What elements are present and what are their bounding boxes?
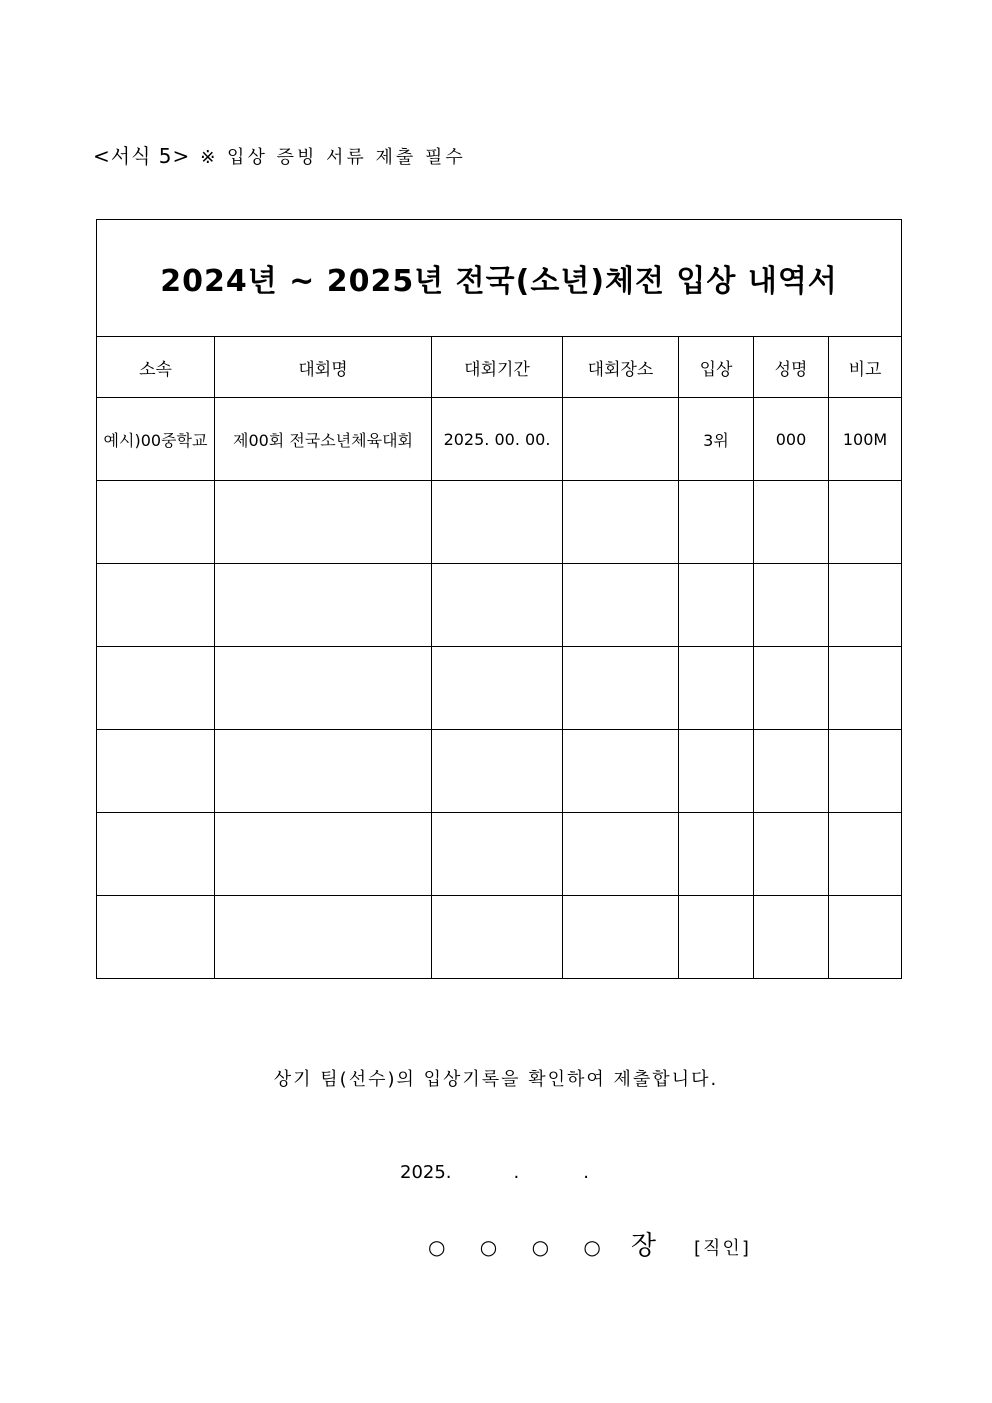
header-remarks: 비고 — [829, 337, 902, 398]
cell-affiliation[interactable] — [97, 730, 215, 813]
cell-name[interactable]: 000 — [754, 398, 829, 481]
cell-placement[interactable] — [679, 813, 754, 896]
cell-remarks[interactable] — [829, 813, 902, 896]
organization-placeholder: ○ ○ ○ ○ — [428, 1235, 615, 1259]
cell-placement[interactable] — [679, 730, 754, 813]
header-name: 성명 — [754, 337, 829, 398]
table-row — [97, 564, 902, 647]
cell-affiliation[interactable] — [97, 647, 215, 730]
table-header-row — [97, 337, 902, 398]
document-title: 2024년 ~ 2025년 전국(소년)체전 입상 내역서 — [97, 220, 902, 337]
header-competition-venue: 대회장소 — [563, 337, 679, 398]
cell-competition-venue[interactable] — [563, 647, 679, 730]
cell-affiliation[interactable]: 예시)00중학교 — [97, 398, 215, 481]
header-competition-name: 대회명 — [215, 337, 432, 398]
cell-placement[interactable] — [679, 481, 754, 564]
cell-remarks[interactable] — [829, 564, 902, 647]
cell-competition-period[interactable]: 2025. 00. 00. — [432, 398, 563, 481]
cell-name[interactable] — [754, 481, 829, 564]
cell-competition-name[interactable] — [215, 730, 432, 813]
cell-competition-period[interactable] — [432, 564, 563, 647]
cell-placement[interactable] — [679, 564, 754, 647]
cell-affiliation[interactable] — [97, 481, 215, 564]
form-number: <서식 5> — [93, 144, 191, 168]
table-row — [97, 481, 902, 564]
submission-date — [400, 1162, 589, 1183]
table-row — [97, 730, 902, 813]
cell-competition-period[interactable] — [432, 647, 563, 730]
header-affiliation: 소속 — [97, 337, 215, 398]
cell-competition-name[interactable]: 제00회 전국소년체육대회 — [215, 398, 432, 481]
table-row — [97, 647, 902, 730]
table-row — [97, 813, 902, 896]
cell-affiliation[interactable] — [97, 564, 215, 647]
cell-placement[interactable] — [679, 647, 754, 730]
cell-affiliation[interactable] — [97, 896, 215, 979]
cell-competition-venue[interactable] — [563, 896, 679, 979]
cell-competition-venue[interactable] — [563, 813, 679, 896]
cell-competition-venue[interactable] — [563, 564, 679, 647]
confirmation-statement: 상기 팀(선수)의 입상기록을 확인하여 제출합니다. — [273, 1069, 719, 1090]
cell-competition-name[interactable] — [215, 647, 432, 730]
form-label — [93, 140, 466, 169]
cell-placement[interactable] — [679, 896, 754, 979]
cell-competition-venue[interactable] — [563, 398, 679, 481]
table-row — [97, 896, 902, 979]
cell-competition-venue[interactable] — [563, 481, 679, 564]
cell-name[interactable] — [754, 564, 829, 647]
cell-remarks[interactable] — [829, 647, 902, 730]
date-month-dot: . — [513, 1162, 520, 1183]
award-history-table — [96, 219, 902, 979]
cell-remarks[interactable] — [829, 896, 902, 979]
date-year: 2025. — [400, 1162, 452, 1183]
cell-name[interactable] — [754, 896, 829, 979]
cell-remarks[interactable]: 100M — [829, 398, 902, 481]
table-row — [97, 398, 902, 481]
cell-name[interactable] — [754, 647, 829, 730]
cell-competition-name[interactable] — [215, 481, 432, 564]
cell-competition-name[interactable] — [215, 896, 432, 979]
cell-remarks[interactable] — [829, 481, 902, 564]
official-seal-placeholder: [직인] — [694, 1238, 751, 1259]
cell-competition-name[interactable] — [215, 564, 432, 647]
signature-block — [428, 1225, 751, 1262]
cell-competition-venue[interactable] — [563, 730, 679, 813]
cell-name[interactable] — [754, 813, 829, 896]
cell-competition-name[interactable] — [215, 813, 432, 896]
cell-remarks[interactable] — [829, 730, 902, 813]
organization-head-title: 장 — [630, 1231, 657, 1261]
cell-affiliation[interactable] — [97, 813, 215, 896]
cell-competition-period[interactable] — [432, 896, 563, 979]
cell-name[interactable] — [754, 730, 829, 813]
date-day-dot: . — [583, 1162, 589, 1183]
cell-placement[interactable]: 3위 — [679, 398, 754, 481]
cell-competition-period[interactable] — [432, 481, 563, 564]
header-competition-period: 대회기간 — [432, 337, 563, 398]
cell-competition-period[interactable] — [432, 730, 563, 813]
header-placement: 입상 — [679, 337, 754, 398]
submission-note: ※ 입상 증빙 서류 제출 필수 — [200, 147, 466, 168]
cell-competition-period[interactable] — [432, 813, 563, 896]
